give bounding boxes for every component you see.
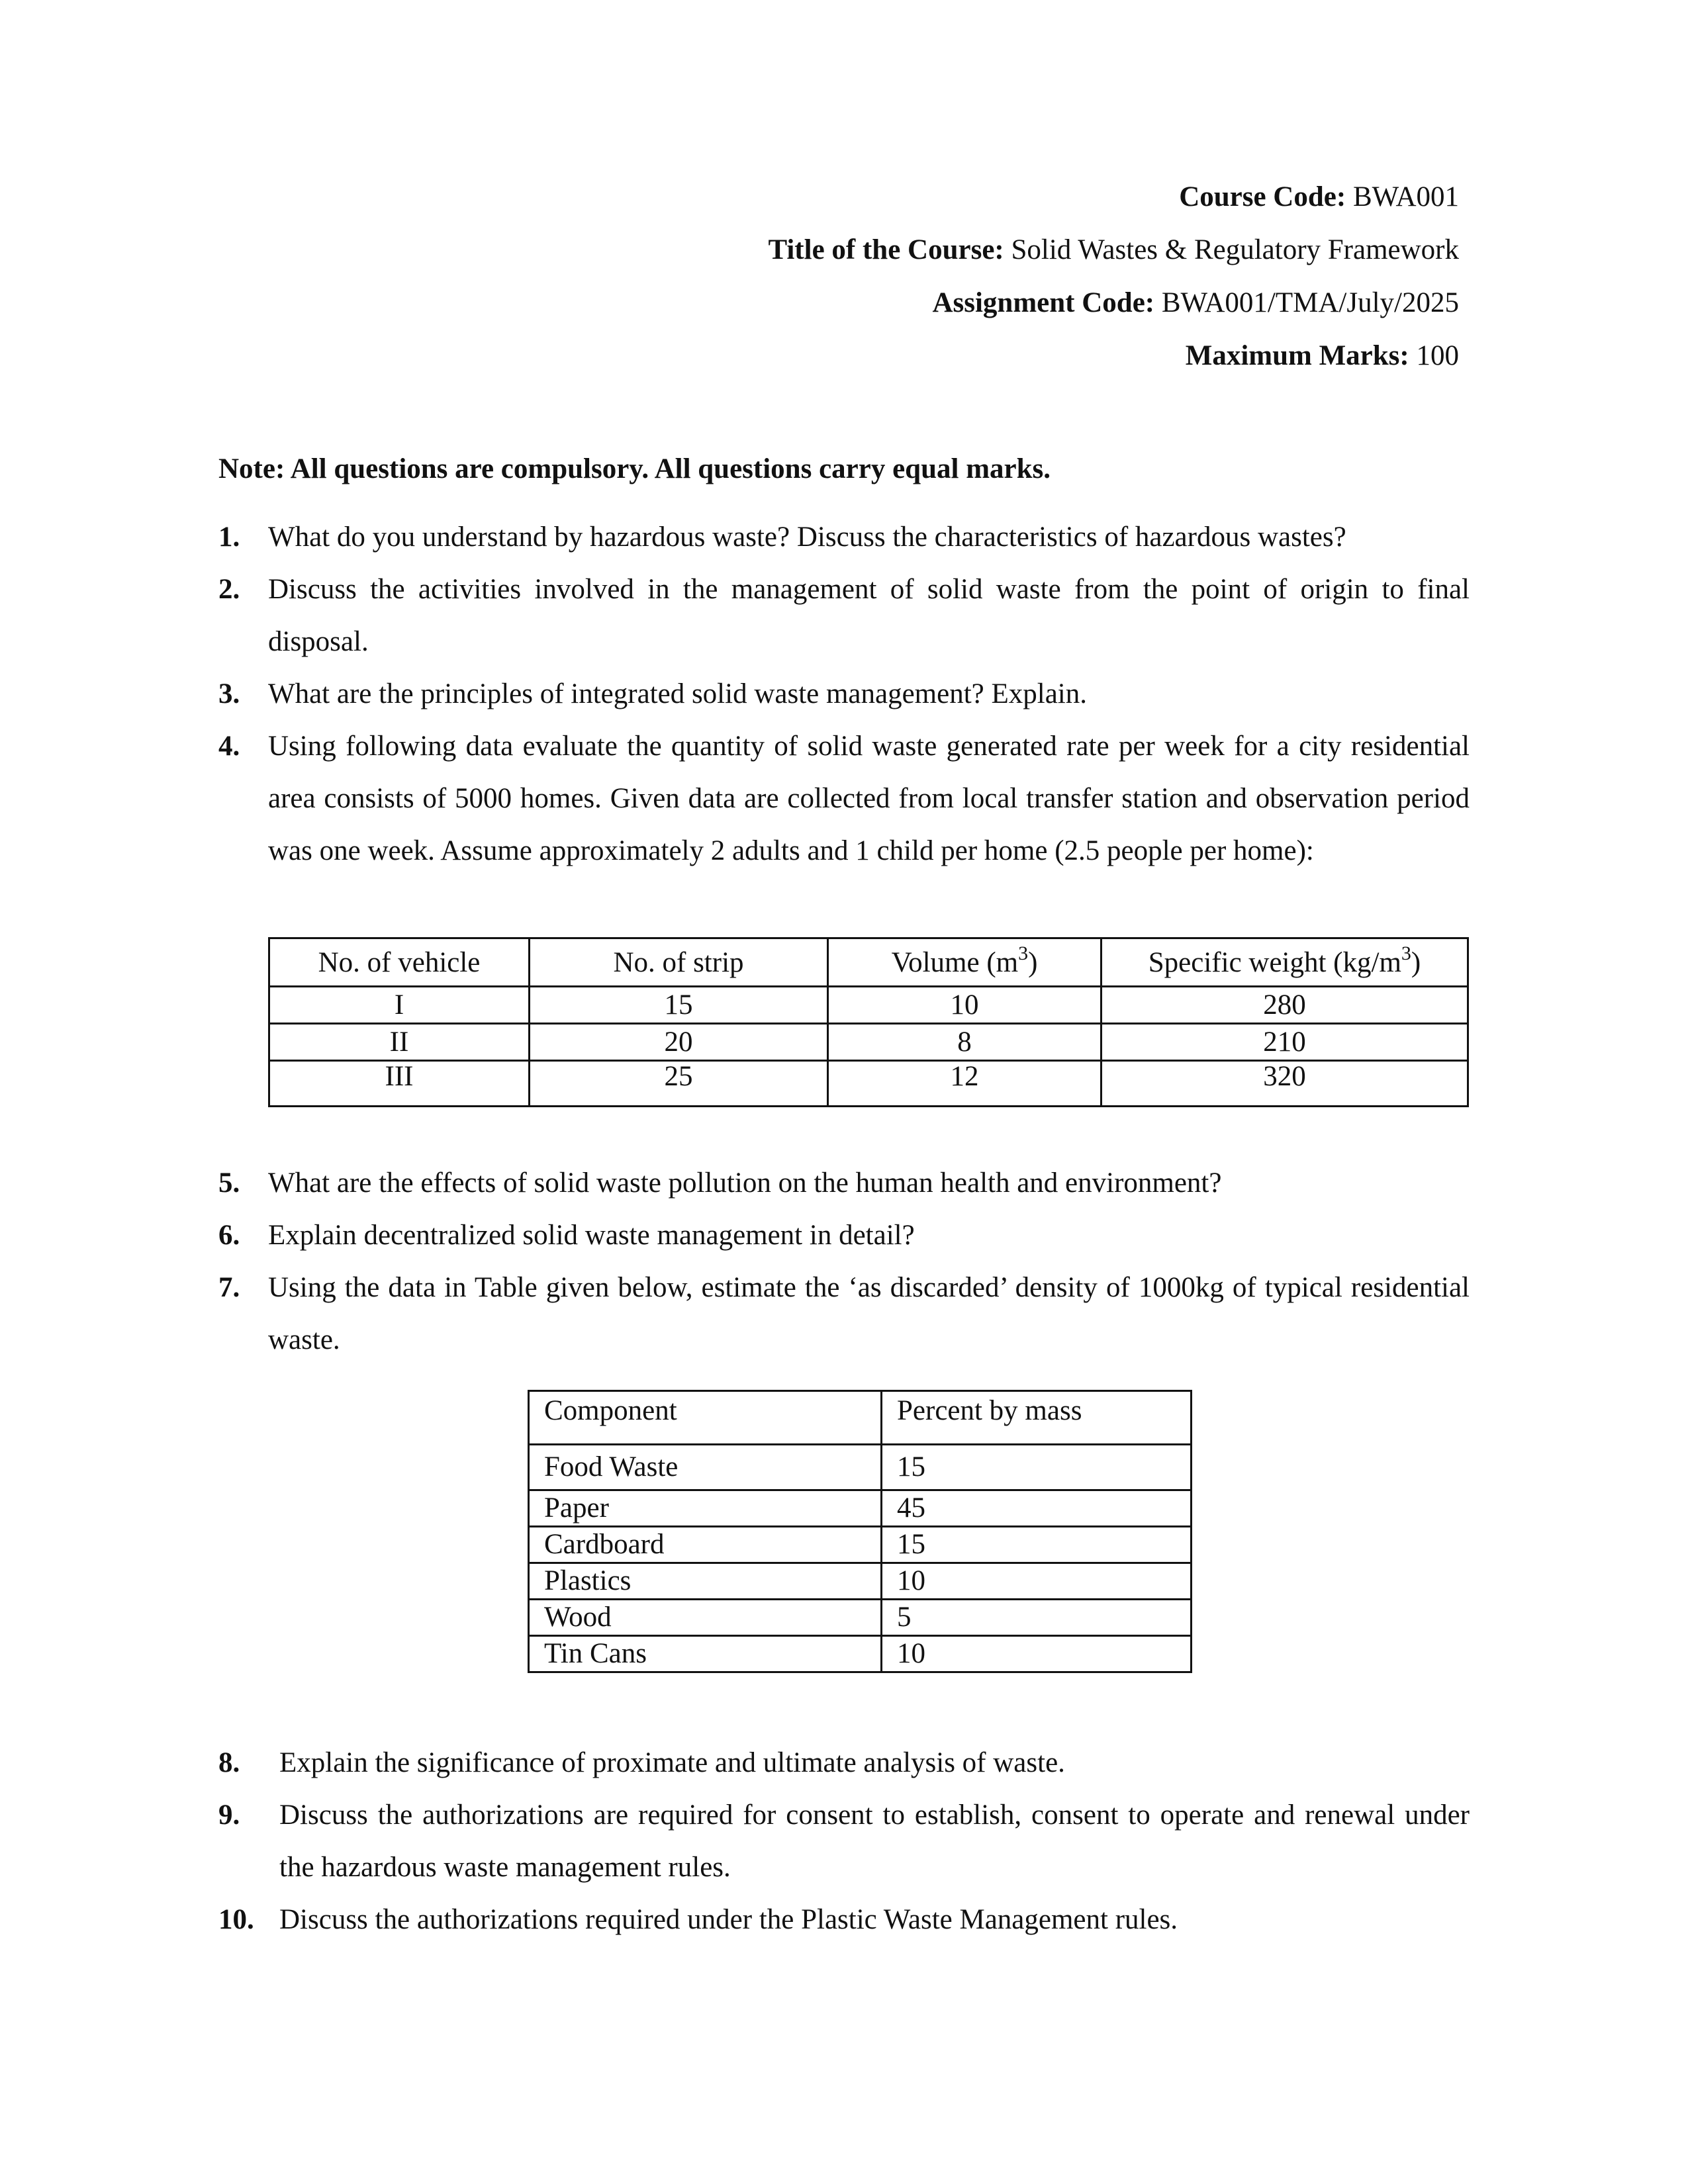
table-cell: 10: [882, 1563, 1192, 1600]
question-7: [218, 1261, 1470, 1366]
table-header-cell: No. of vehicle: [269, 938, 530, 987]
table-row: [529, 1600, 1192, 1636]
question-4: [218, 720, 1470, 877]
assignment-code-value: BWA001/TMA/July/2025: [1154, 287, 1459, 318]
table-cell: 5: [882, 1600, 1192, 1636]
table-cell: Plastics: [529, 1563, 882, 1600]
table-cell: Tin Cans: [529, 1636, 882, 1672]
table-row: [529, 1445, 1192, 1490]
table-cell: 15: [882, 1445, 1192, 1490]
course-code-line: [768, 171, 1459, 224]
table-row: [529, 1527, 1192, 1563]
table-row: [529, 1563, 1192, 1600]
table-cell: Wood: [529, 1600, 882, 1636]
table-cell: Paper: [529, 1490, 882, 1527]
question-number: 3.: [218, 678, 240, 709]
table-row: [529, 1636, 1192, 1672]
instructions-note: Note: All questions are compulsory. All questions carry equal marks.: [218, 453, 1051, 484]
course-code-label: Course Code:: [1179, 181, 1346, 212]
table-row: [269, 1024, 1468, 1061]
question-text: What are the effects of solid waste pollution on the human health and environment?: [268, 1167, 1222, 1199]
table-cell: 10: [882, 1636, 1192, 1672]
table-cell: 15: [882, 1527, 1192, 1563]
course-title-label: Title of the Course:: [768, 234, 1004, 265]
question-number: 7.: [218, 1272, 240, 1303]
table-header-cell: Component: [529, 1391, 882, 1445]
question-text: Using the data in Table given below, estimate the ‘as discarded’ density of 1000kg of typical residential waste.: [268, 1272, 1470, 1355]
table-cell: 45: [882, 1490, 1192, 1527]
table-cell: II: [269, 1024, 530, 1061]
table-row: [269, 1061, 1468, 1107]
question-number: 10.: [218, 1904, 254, 1935]
question-text: Using following data evaluate the quantity of solid waste generated rate per week for a city residential area consists of 5000 homes. Given data are collected from local transfer station and observation period was one week. Assume approximately 2 adults and 1 child per home (2.5 people per home):: [268, 731, 1470, 866]
table-header-row: [529, 1391, 1192, 1445]
course-title-line: [768, 224, 1459, 277]
table-cell: 210: [1102, 1024, 1468, 1061]
table-cell: III: [269, 1061, 530, 1107]
question-text: What do you understand by hazardous waste? Discuss the characteristics of hazardous wastes?: [268, 522, 1346, 553]
question-number: 4.: [218, 731, 240, 762]
question-6: [218, 1209, 1470, 1261]
course-title-value: Solid Wastes & Regulatory Framework: [1004, 234, 1459, 265]
question-1: [218, 511, 1470, 563]
assignment-code-label: Assignment Code:: [932, 287, 1155, 318]
question-3: [218, 668, 1470, 720]
max-marks-line: [768, 330, 1459, 383]
question-text: Discuss the authorizations required under the Plastic Waste Management rules.: [279, 1904, 1178, 1935]
question-number: 1.: [218, 522, 240, 553]
question-2: [218, 563, 1470, 668]
question-text: Explain the significance of proximate and ultimate analysis of waste.: [279, 1747, 1065, 1778]
table-cell: 25: [530, 1061, 828, 1107]
question-5: [218, 1157, 1470, 1209]
table-header-cell: No. of strip: [530, 938, 828, 987]
question-8: [218, 1737, 1470, 1789]
vehicle-data-table: [268, 937, 1469, 1107]
table-cell: 8: [828, 1024, 1102, 1061]
table-cell: Cardboard: [529, 1527, 882, 1563]
course-header: [768, 171, 1459, 383]
table-cell: 10: [828, 987, 1102, 1024]
table-row: [269, 987, 1468, 1024]
question-number: 5.: [218, 1167, 240, 1199]
question-number: 2.: [218, 574, 240, 605]
question-text: Discuss the authorizations are required for consent to establish, consent to operate and renewal under the hazardous waste management rules.: [279, 1799, 1470, 1883]
table-header-cell: Volume $(m^3)$: [828, 938, 1102, 987]
question-number: 9.: [218, 1799, 240, 1831]
table-cell: 12: [828, 1061, 1102, 1107]
max-marks-value: 100: [1409, 340, 1459, 371]
course-code-value: BWA001: [1346, 181, 1459, 212]
table-header-cell: Percent by mass: [882, 1391, 1192, 1445]
question-number: 6.: [218, 1220, 240, 1251]
table-cell: Food Waste: [529, 1445, 882, 1490]
table-cell: 320: [1102, 1061, 1468, 1107]
question-text: What are the principles of integrated solid waste management? Explain.: [268, 678, 1087, 709]
table-header-row: [269, 938, 1468, 987]
max-marks-label: Maximum Marks:: [1185, 340, 1409, 371]
table-row: [529, 1490, 1192, 1527]
question-10: [218, 1893, 1470, 1946]
assignment-code-line: [768, 277, 1459, 330]
question-text: Discuss the activities involved in the management of solid waste from the point of origin to final disposal.: [268, 574, 1470, 657]
table-cell: 280: [1102, 987, 1468, 1024]
table-cell: I: [269, 987, 530, 1024]
table-cell: 20: [530, 1024, 828, 1061]
table-header-cell: Specific weight $(kg/m^3)$: [1102, 938, 1468, 987]
question-text: Explain decentralized solid waste management in detail?: [268, 1220, 915, 1251]
waste-composition-table: [528, 1390, 1192, 1673]
question-9: [218, 1789, 1470, 1893]
question-number: 8.: [218, 1747, 240, 1778]
table-cell: 15: [530, 987, 828, 1024]
